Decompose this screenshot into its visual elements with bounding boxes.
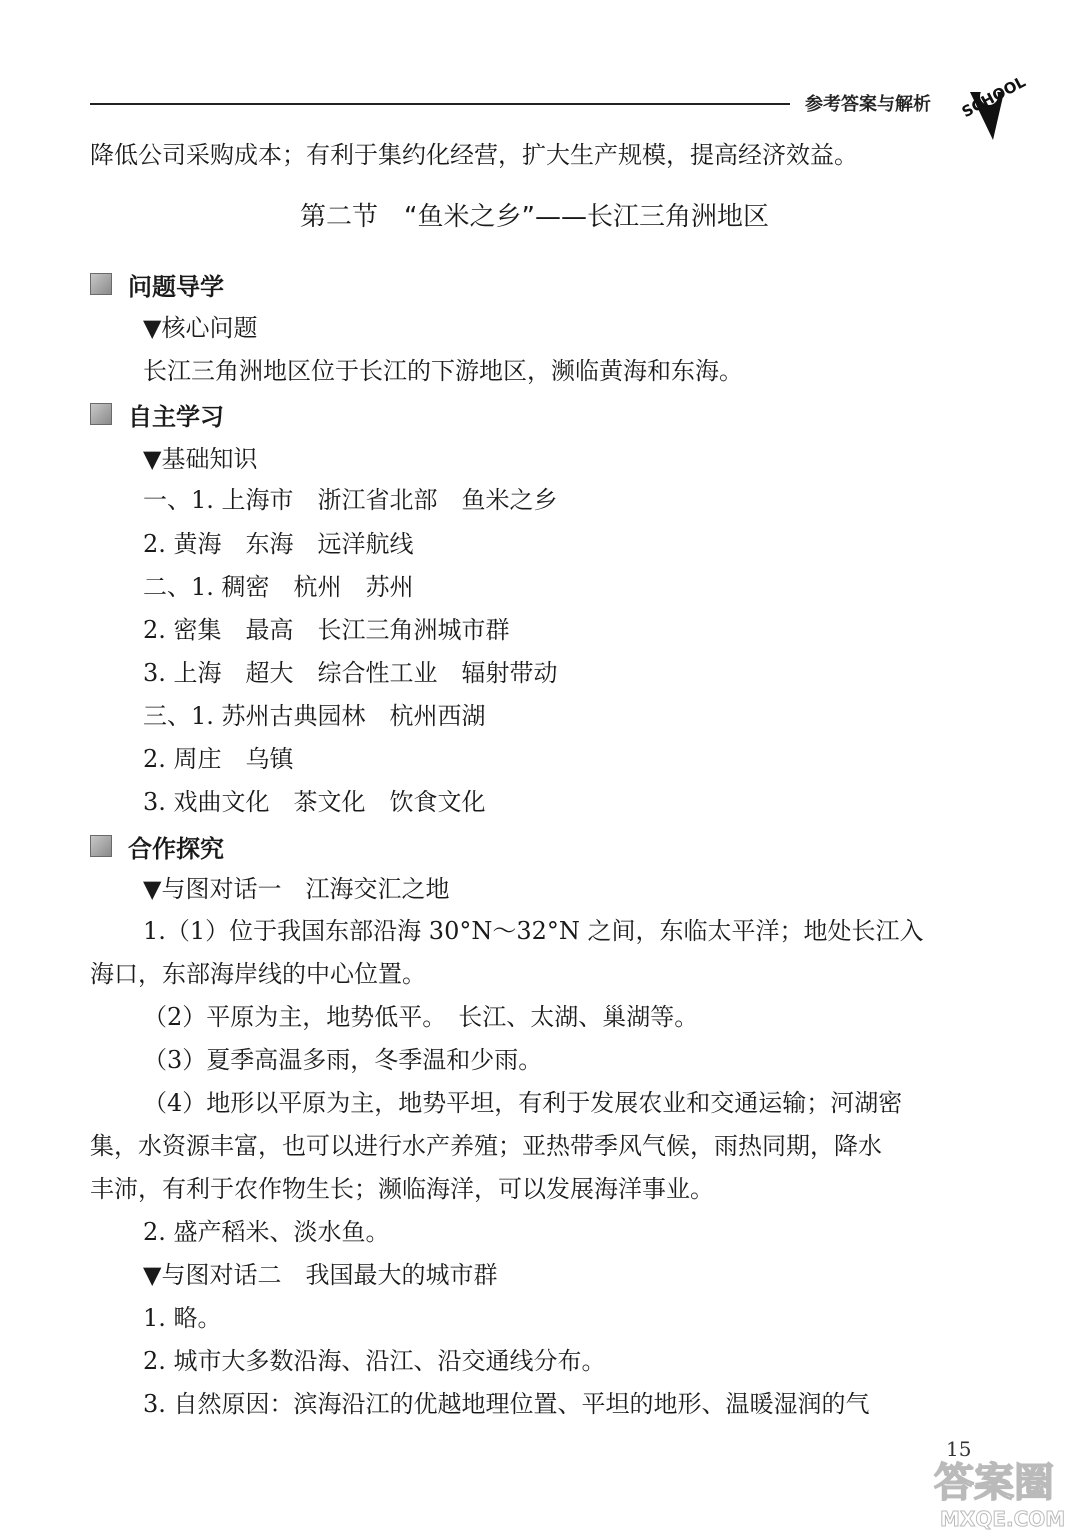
answer-line: 2. 密集 最高 长江三角洲城市群 [143,616,510,644]
page-number: 15 [946,1437,972,1461]
section-heading-wenti [90,269,224,299]
section-heading-hezuo [90,831,224,861]
answer-line: （3）夏季高温多雨，冬季温和少雨。 [143,1046,543,1074]
answer-line: 3. 自然原因：滨海沿江的优越地理位置、平坦的地形、温暖湿润的气 [143,1390,870,1418]
section-heading-label: 合作探究 [128,834,224,863]
section-heading-label: 自主学习 [128,402,224,431]
intro-line: 降低公司采购成本；有利于集约化经营，扩大生产规模，提高经济效益。 [90,141,858,169]
header-title: 参考答案与解析 [805,94,931,115]
watermark-text: 答案圈 [934,1460,1054,1506]
answer-line: 1.（1）位于我国东部沿海 30°N～32°N 之间，东临太平洋；地处长江入 [143,917,924,945]
answer-line: 长江三角洲地区位于长江的下游地区，濒临黄海和东海。 [143,357,743,385]
logo-text: SCHOOL [958,72,1029,122]
section-heading-label: 问题导学 [128,272,224,301]
answer-line: 1. 略。 [143,1304,222,1332]
answer-line: 2. 城市大多数沿海、沿江、沿交通线分布。 [143,1347,606,1375]
subheading-jichu: ▼基础知识 [143,445,258,473]
answer-line: 集，水资源丰富，也可以进行水产养殖；亚热带季风气候，雨热同期，降水 [90,1132,882,1160]
answer-line: 3. 戏曲文化 茶文化 饮食文化 [143,788,486,816]
subheading-dialog-2: ▼与图对话二 我国最大的城市群 [143,1261,498,1289]
square-bullet-icon [90,273,112,295]
square-bullet-icon [90,835,112,857]
answer-line: 2. 盛产稻米、淡水鱼。 [143,1218,390,1246]
answer-line: 2. 黄海 东海 远洋航线 [143,530,414,558]
watermark-url: MXQE.COM [940,1507,1065,1531]
answer-line: 二、1. 稠密 杭州 苏州 [143,573,414,601]
watermark-logo [930,1448,1065,1533]
square-bullet-icon [90,403,112,425]
answer-line: 2. 周庄 乌镇 [143,745,294,773]
answer-line: 丰沛，有利于农作物生长；濒临海洋，可以发展海洋事业。 [90,1175,714,1203]
subheading-hexin: ▼核心问题 [143,314,258,342]
answer-line: （2）平原为主，地势低平。 长江、太湖、巢湖等。 [143,1003,699,1031]
subheading-dialog-1: ▼与图对话一 江海交汇之地 [143,875,450,903]
section-title: 第二节 “鱼米之乡”——长江三角洲地区 [300,202,769,232]
header-rule [90,103,790,105]
school-logo [948,62,1038,142]
answer-line: 一、1. 上海市 浙江省北部 鱼米之乡 [143,486,558,514]
answer-line: 三、1. 苏州古典园林 杭州西湖 [143,702,486,730]
section-heading-zizhu [90,399,224,429]
answer-line: 3. 上海 超大 综合性工业 辐射带动 [143,659,558,687]
answer-line: （4）地形以平原为主，地势平坦，有利于发展农业和交通运输；河湖密 [143,1089,903,1117]
answer-line: 海口，东部海岸线的中心位置。 [90,960,426,988]
